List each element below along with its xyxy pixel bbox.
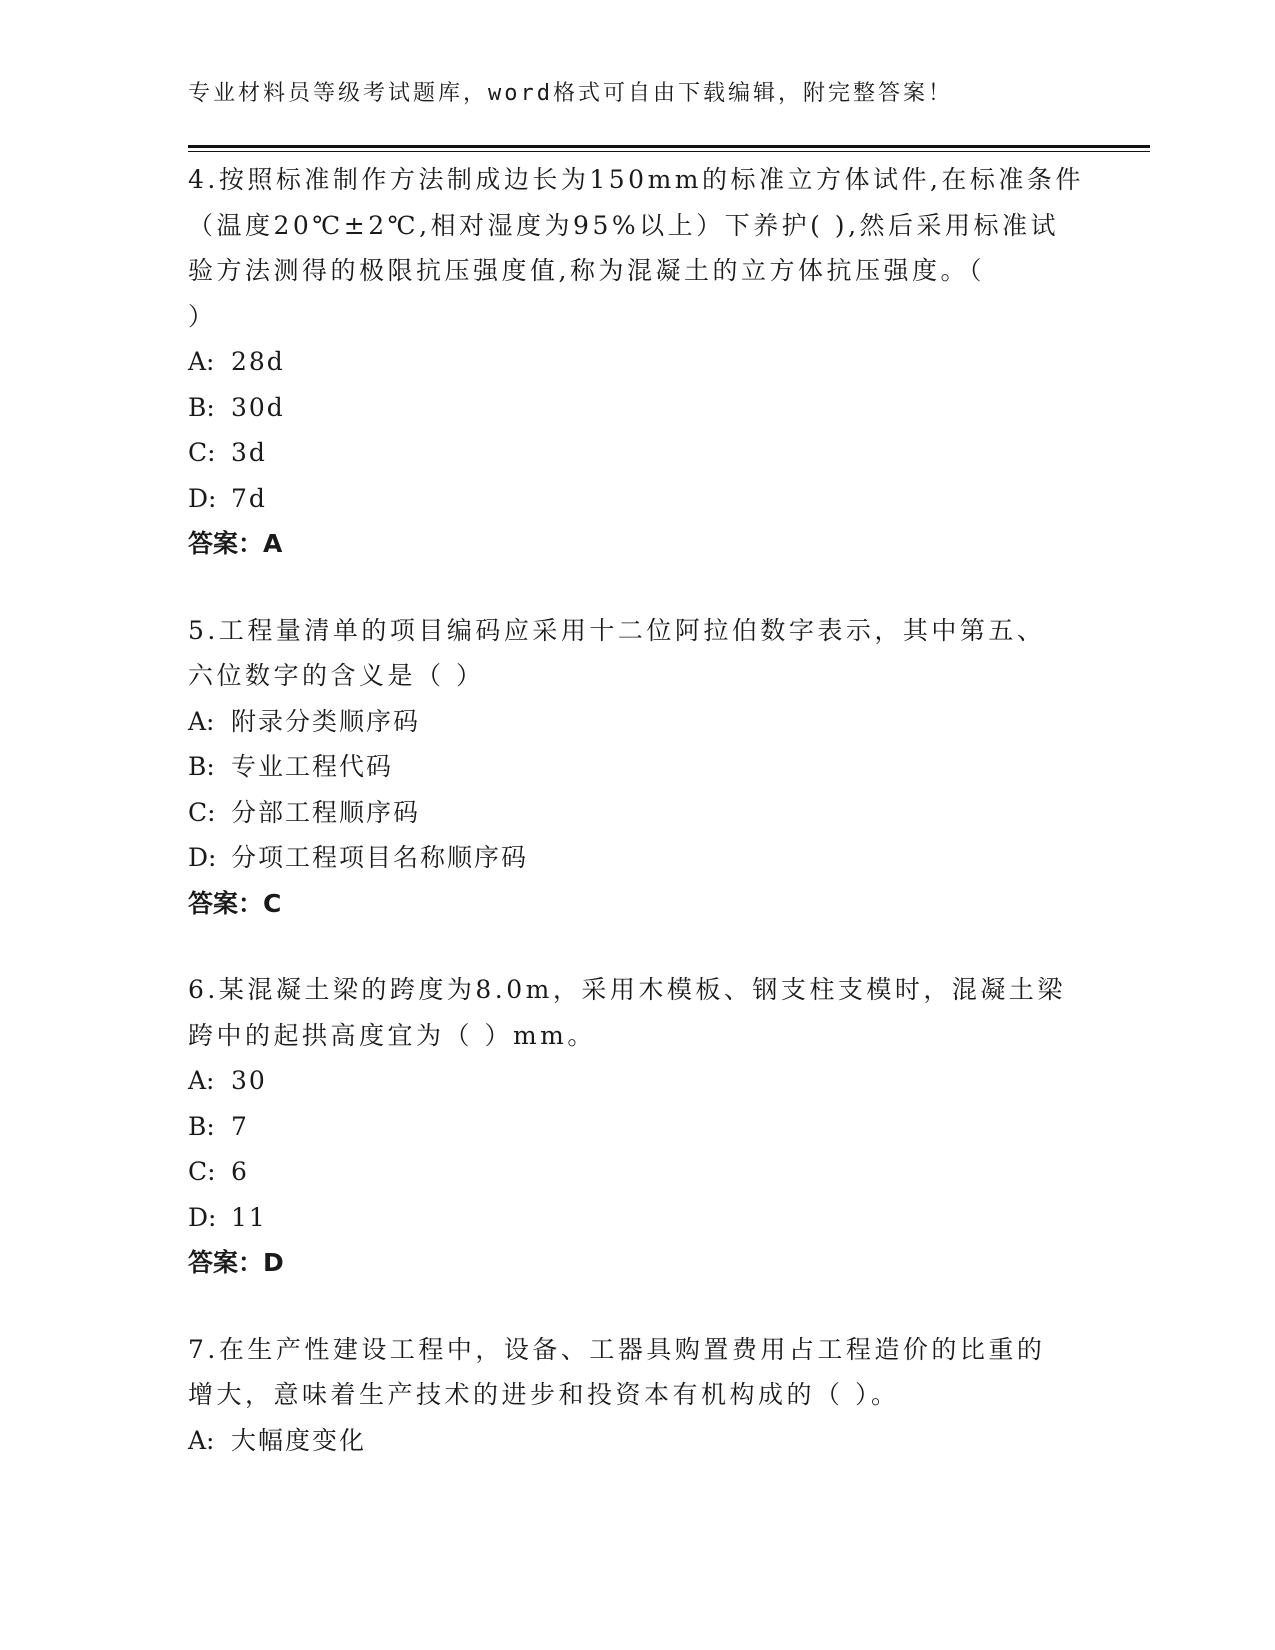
- question-text-line: 跨中的起拱高度宜为（ ）mm。: [188, 1020, 596, 1050]
- option-label: D:: [188, 843, 217, 872]
- option-label: A:: [188, 347, 215, 376]
- option-text: 附录分类顺序码: [231, 706, 421, 736]
- option-text: 30: [231, 1066, 267, 1095]
- option-item: [188, 835, 1088, 881]
- option-label: D:: [188, 483, 217, 513]
- option-item: [188, 430, 1088, 476]
- question-block: [188, 157, 1088, 567]
- option-label: A:: [188, 1066, 215, 1095]
- question-list: [188, 157, 1088, 1504]
- answer-line: 答案：D: [188, 1248, 284, 1277]
- option-text: 11: [231, 1202, 267, 1232]
- question-block: [188, 967, 1088, 1286]
- option-item: [188, 1058, 1088, 1104]
- option-item: [188, 699, 1088, 745]
- option-label: A:: [188, 706, 215, 736]
- question-text-line: ）: [188, 301, 217, 331]
- option-text: 分部工程顺序码: [231, 797, 421, 827]
- question-text-line: 验方法测得的极限抗压强度值,称为混凝土的立方体抗压强度。（: [188, 256, 985, 285]
- option-label: D:: [188, 1202, 217, 1232]
- question-text-line: 5.工程量清单的项目编码应采用十二位阿拉伯数字表示，其中第五、: [188, 615, 1046, 645]
- question-block: [188, 608, 1088, 927]
- option-item: [188, 385, 1088, 431]
- option-label: C:: [188, 438, 216, 467]
- option-label: B:: [188, 752, 215, 781]
- question-block: [188, 1327, 1088, 1464]
- option-item: [188, 339, 1088, 385]
- option-item: [188, 476, 1088, 522]
- option-item: [188, 1418, 1088, 1464]
- option-text: 30d: [231, 392, 285, 422]
- question-text-line: 4.按照标准制作方法制成边长为150mm的标准立方体试件,在标准条件: [188, 165, 1084, 194]
- option-label: B:: [188, 392, 215, 422]
- question-text-line: （温度20℃±2℃,相对湿度为95%以上）下养护( ),然后采用标准试: [188, 210, 1060, 240]
- question-text-line: 六位数字的含义是（ ）: [188, 661, 485, 690]
- option-text: 28d: [231, 347, 285, 376]
- option-text: 3d: [231, 438, 267, 467]
- option-item: [188, 790, 1088, 836]
- header-rule-thin: [188, 151, 1150, 152]
- option-text: 6: [231, 1157, 249, 1186]
- option-item: [188, 1104, 1088, 1150]
- question-text-line: 7.在生产性建设工程中，设备、工器具购置费用占工程造价的比重的: [188, 1334, 1046, 1364]
- option-label: C:: [188, 797, 216, 827]
- document-header: 专业材料员等级考试题库，word格式可自由下载编辑，附完整答案！: [188, 81, 953, 106]
- option-label: A:: [188, 1425, 215, 1455]
- option-item: [188, 1195, 1088, 1241]
- answer-line: 答案：A: [188, 529, 283, 558]
- header-rule-thick: [188, 145, 1150, 148]
- option-text: 专业工程代码: [231, 752, 394, 781]
- question-text-line: 增大，意味着生产技术的进步和投资本有机构成的（ ）。: [188, 1380, 900, 1409]
- option-text: 大幅度变化: [231, 1425, 367, 1455]
- answer-line: 答案：C: [188, 888, 282, 918]
- option-item: [188, 1149, 1088, 1195]
- option-label: B:: [188, 1111, 215, 1141]
- option-text: 7d: [231, 483, 267, 513]
- question-text-line: 6.某混凝土梁的跨度为8.0m，采用木模板、钢支柱支模时，混凝土梁: [188, 975, 1066, 1004]
- option-text: 分项工程项目名称顺序码: [231, 843, 529, 872]
- option-label: C:: [188, 1157, 216, 1186]
- option-text: 7: [231, 1111, 249, 1141]
- option-item: [188, 744, 1088, 790]
